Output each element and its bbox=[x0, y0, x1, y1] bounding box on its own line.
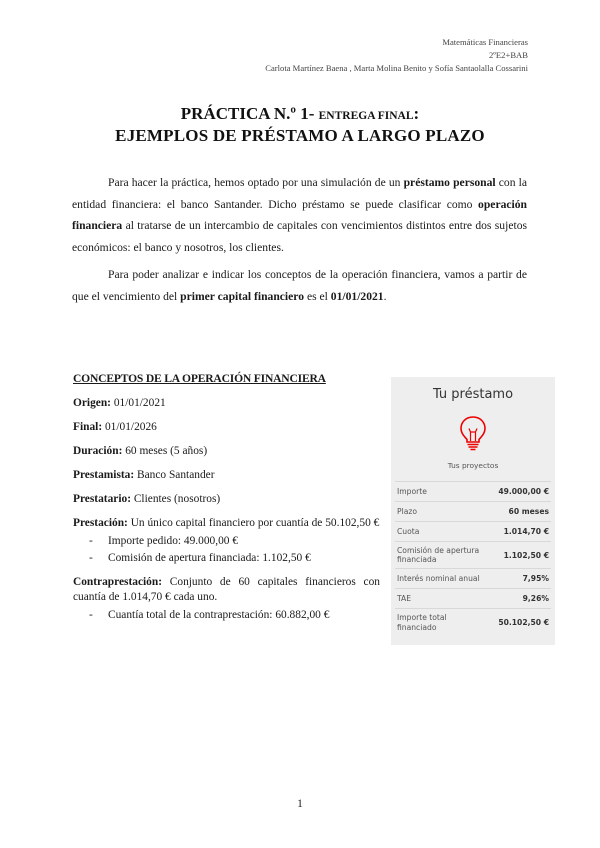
para1-bold-prestamo: préstamo personal bbox=[403, 176, 496, 189]
para2-text-e: . bbox=[383, 289, 387, 303]
page-number: 1 bbox=[297, 798, 303, 810]
concept-prestatario bbox=[73, 492, 380, 507]
concept-duracion bbox=[73, 444, 380, 459]
para1-bold-operacion: operación financiera bbox=[72, 197, 527, 232]
title-colon: : bbox=[413, 104, 420, 123]
row-value: 7,95% bbox=[522, 574, 549, 583]
list-dash: - bbox=[89, 551, 93, 564]
concepts-heading: CONCEPTOS DE LA OPERACIÓN FINANCIERA bbox=[73, 372, 326, 385]
list-item-text: Cuantía total de la contraprestación: 60.882,00 € bbox=[108, 609, 330, 621]
loan-summary-table bbox=[395, 481, 551, 636]
prestacion-value: Un único capital financiero por cuantía de 50.102,50 € bbox=[127, 517, 380, 529]
table-row bbox=[395, 588, 551, 608]
table-row bbox=[395, 608, 551, 636]
row-label: Importe total financiado bbox=[397, 613, 447, 632]
prestatario-label: Prestatario: bbox=[73, 493, 131, 505]
para1-text-a: Para hacer la práctica, hemos optado por una simulación de un bbox=[108, 176, 404, 189]
prestacion-list bbox=[73, 533, 380, 566]
list-item bbox=[73, 533, 380, 550]
row-label: Interés nominal anual bbox=[397, 573, 480, 583]
list-dash: - bbox=[89, 535, 93, 547]
document-title bbox=[0, 104, 600, 124]
prestatario-value: Clientes (nosotros) bbox=[130, 493, 221, 505]
prestacion-label: Prestación: bbox=[73, 517, 128, 529]
concept-contraprestacion bbox=[73, 575, 380, 605]
concept-prestacion bbox=[73, 516, 380, 531]
concept-final bbox=[73, 420, 380, 435]
origen-value: 01/01/2021 bbox=[110, 397, 166, 409]
title-small: ENTREGA FINAL bbox=[318, 110, 414, 122]
prestamista-value: Banco Santander bbox=[134, 469, 215, 481]
concepts-section bbox=[73, 372, 380, 633]
prestamista-label: Prestamista: bbox=[73, 469, 135, 481]
document-subtitle: EJEMPLOS DE PRÉSTAMO A LARGO PLAZO bbox=[115, 126, 485, 145]
lightbulb-icon bbox=[458, 415, 488, 455]
row-label: Plazo bbox=[397, 506, 417, 516]
title-main: PRÁCTICA N.º 1 bbox=[180, 104, 309, 123]
para1-text-c: con la entidad financiera: el banco Santander. Dicho préstamo se puede clasificar como bbox=[72, 176, 527, 211]
table-row bbox=[395, 481, 551, 501]
row-label: Cuota bbox=[397, 526, 420, 536]
para2-bold-capital: primer capital financiero bbox=[180, 289, 305, 303]
card-title: Tu préstamo bbox=[432, 387, 514, 402]
para1-text-e: al tratarse de un intercambio de capitales con vencimientos distintos entre dos sujetos económicos: el banco y nosotros, los clientes. bbox=[72, 219, 527, 254]
title-separator: - bbox=[308, 104, 319, 123]
loan-summary-card bbox=[391, 377, 555, 645]
table-row bbox=[395, 541, 551, 568]
concept-prestamista bbox=[73, 468, 380, 483]
para2-text-a: Para poder analizar e indicar los conceptos de la operación financiera, vamos a partir de que el vencimiento del bbox=[72, 268, 527, 303]
row-label: Comisión de apertura financiada bbox=[397, 545, 480, 564]
list-dash: - bbox=[89, 609, 93, 621]
row-value: 60 meses bbox=[508, 507, 549, 516]
second-paragraph bbox=[72, 264, 527, 307]
row-label: TAE bbox=[397, 593, 412, 603]
list-item bbox=[73, 607, 380, 624]
row-value: 1.014,70 € bbox=[503, 527, 549, 536]
concept-origen bbox=[73, 396, 380, 411]
para2-text-c: es el bbox=[304, 289, 331, 303]
contraprestacion-label: Contraprestación: bbox=[73, 576, 163, 588]
origen-label: Origen: bbox=[73, 397, 111, 409]
duracion-label: Duración: bbox=[73, 445, 123, 457]
intro-paragraph bbox=[72, 172, 527, 258]
card-subtitle: Tus proyectos bbox=[447, 461, 499, 470]
list-item-text: Comisión de apertura financiada: 1.102,50 € bbox=[108, 551, 311, 564]
header-course: Matemáticas Financieras bbox=[442, 37, 528, 47]
row-value: 49.000,00 € bbox=[498, 487, 549, 496]
row-label: Importe bbox=[397, 486, 427, 496]
table-row bbox=[395, 568, 551, 588]
row-value: 9,26% bbox=[522, 594, 549, 603]
row-value: 1.102,50 € bbox=[503, 550, 549, 560]
list-item-text: Importe pedido: 49.000,00 € bbox=[108, 535, 239, 547]
contraprestacion-value: Conjunto de 60 capitales financieros con cuantía de 1.014,70 € cada uno. bbox=[73, 576, 380, 603]
contraprestacion-list bbox=[73, 607, 380, 624]
list-item bbox=[73, 550, 380, 567]
row-value: 50.102,50 € bbox=[498, 618, 549, 627]
final-label: Final: bbox=[73, 421, 103, 433]
header-authors: Carlota Martínez Baena , Marta Molina Benito y Sofía Santaolalla Cossarini bbox=[265, 63, 528, 73]
table-row bbox=[395, 521, 551, 541]
table-row bbox=[395, 501, 551, 521]
header-group: 2ºE2+BAB bbox=[488, 50, 528, 60]
final-value: 01/01/2026 bbox=[102, 421, 157, 433]
document-header bbox=[265, 36, 528, 75]
para2-bold-date: 01/01/2021 bbox=[330, 289, 384, 303]
duracion-value: 60 meses (5 años) bbox=[122, 445, 208, 457]
